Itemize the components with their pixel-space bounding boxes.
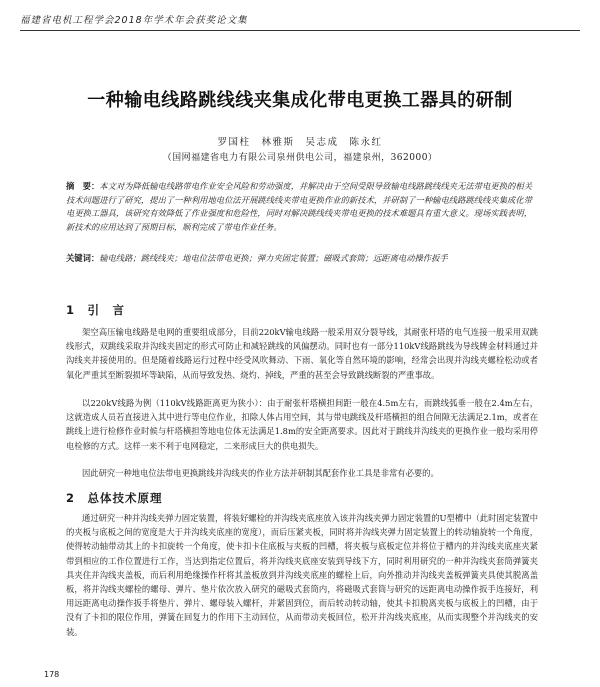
abstract bbox=[66, 180, 532, 234]
header-divider bbox=[20, 30, 580, 31]
running-header: 福建省电机工程学会2018年学术年会获奖论文集 bbox=[20, 15, 248, 26]
abstract-label: 摘 要： bbox=[66, 181, 100, 191]
paper-title: 一种输电线路跳线线夹集成化带电更换工器具的研制 bbox=[87, 90, 513, 111]
paragraph: 以220kV线路为例（110kV线路距离更为狭小）：由于耐张杆塔横担间距一般在4.5m左右，而跳线弧垂一般在2.4m左右，这就造成人员若直接进入其中进行等电位作业，扣除人体占用空间，其与带电跳线及杆塔横担的组合间隙无法满足2.1m，或者在跳线上进行检修作业时候与杆塔横担等地电位体无法满足1.8m的安全距离要求。因此对于跳线并沟线夹的更换作业一般均采用停电检修的方式。这样一来不利于电网稳定，二来形成巨大的供电损失。 bbox=[66, 398, 538, 451]
paragraph: 架空高压输电线路是电网的重要组成部分，目前220kV输电线路一般采用双分裂导线，其耐张杆塔的电气连接一般采用双跳线形式，双跳线采取并沟线夹固定的形式可防止和减轻跳线的风偏摆动。同时也有一部分110kV线路跳线为导线牌金材料通过并沟线夹并接使用的。但是随着线路运行过程中经受风吹舞动、下雨、氧化等自然环境的影响，经常会出现并沟线夹螺栓松动或者氧化严重其至断裂损坏等缺陷，从而导致发热、烧灼、掉线，严重的甚至会导致跳线断裂的严重事故。 bbox=[66, 327, 538, 380]
paragraph: 通过研究一种并沟线夹弹力固定装置，将装好螺栓的并沟线夹底座放入该并沟线夹弹力固定装置的U型槽中（此时固定装置中的夹板与底板之间的宽度是大于并沟线夹底座的宽度），而后压紧夹板，同时将并沟线夹弹力固定装置上的转动轴旋转一个角度，使得转动轴带动其上的卡扣旋转一个角度，使卡扣卡住底板与夹板的凹槽，将夹板与底板定位并将位于槽内的并沟线夹底座夹紧带到相应的工作位置进行工作，当达到指定位置后，将并沟线夹底座安装到导线下方，同时利用研究的一种并沟线夹套筒弹簧夹具夹住并沟线夹盖板，而后利用绝缘操作杆将其盖板放到并沟线夹底座的螺栓上后，向外推动并沟线夹盖板弹簧夹具使其脱离盖板，将并沟线夹螺栓的螺母、弹片、垫片依次放入研究的磁吸式套筒内，将磁吸式套筒与研究的远距离电动操作扳手连接好，利用远距离电动操作扳手将垫片、弹片、螺母装入螺杆，并紧固到位，而后转动转动轴，使其卡扣脱离夹板与底板上的凹槽，由于没有了卡扣的限位作用，弹簧在回复力的作用下主动回位，从而带动夹板回位，松开并沟线夹底座，从而实现整个并沟线夹的安装。 bbox=[66, 513, 538, 637]
keywords bbox=[66, 252, 532, 266]
abstract-text: 本文对为降低输电线路带电作业安全风险和劳动强度，并解决由于空间受限导致输电线路跳线线夹无法带电更换的相关技术问题进行了研究，提出了一种利用地电位法开展跳线线夹带电更换作业的新技术，并研制了一种输电线路跳线线夹集成化带电更换工器具，该研究有效降低了作业强度和危险性，同时对解决跳线线夹带电更换的技术难题具有重大意义。现场实践表明，新技术的应用达到了预期目标，顺利完成了带电作业任务。 bbox=[66, 181, 532, 232]
paragraph: 因此研究一种地电位法带电更换跳线并沟线夹的作业方法并研制其配套作业工具是非常有必要的。 bbox=[82, 468, 439, 478]
section-heading-introduction: 1 引 言 bbox=[66, 303, 126, 317]
authors: 罗国柱 林雅斯 吴志成 陈永红 bbox=[217, 137, 383, 148]
keywords-label: 关键词： bbox=[66, 253, 100, 263]
keywords-text: 输电线路；跳线线夹；地电位法带电更换；弹力夹固定装置；磁吸式套筒；远距离电动操作扳手 bbox=[99, 253, 448, 263]
page-number: 178 bbox=[44, 670, 60, 679]
affiliation: （国网福建省电力有限公司泉州供电公司，福建泉州，362000） bbox=[162, 153, 438, 163]
section-heading-principle: 2 总体技术原理 bbox=[66, 491, 163, 505]
